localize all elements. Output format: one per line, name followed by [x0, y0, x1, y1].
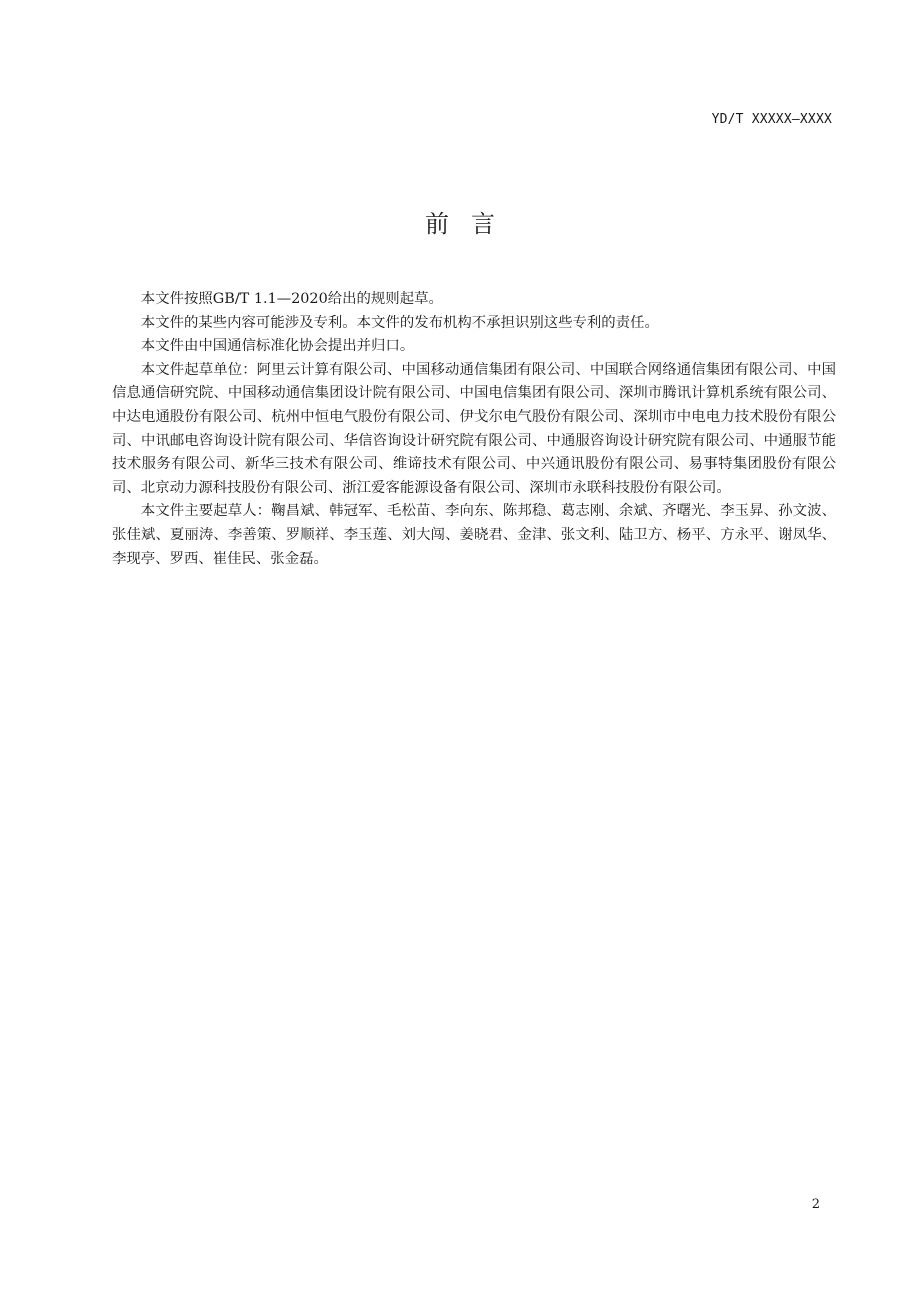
- paragraph-drafting-rules: 本文件按照GB/T 1.1—2020给出的规则起草。: [140, 291, 443, 307]
- document-code: YD/T XXXXX—XXXX: [711, 112, 832, 127]
- paragraph-main-drafters: 本文件主要起草人：鞠昌斌、韩冠军、毛松苗、李向东、陈邦稳、葛志刚、余斌、齐曙光、李玉昇、孙文波、张佳斌、夏丽涛、李善策、罗顺祥、李玉莲、刘大闯、姜晓君、金津、张文利、陆卫方、杨平、方永平、谢凤华、李现亭、罗西、崔佳民、张金磊。: [112, 503, 836, 567]
- page-number: 2: [811, 1197, 820, 1212]
- paragraph-proposer: 本文件由中国通信标准化协会提出并归口。: [140, 338, 415, 355]
- paragraph-patent-notice: 本文件的某些内容可能涉及专利。本文件的发布机构不承担识别这些专利的责任。: [140, 314, 659, 331]
- paragraph-drafting-units: 本文件起草单位：阿里云计算有限公司、中国移动通信集团有限公司、中国联合网络通信集团有限公司、中国信息通信研究院、中国移动通信集团设计院有限公司、中国电信集团有限公司、深圳市腾讯计算机系统有限公司、中达电通股份有限公司、杭州中恒电气股份有限公司、伊戈尔电气股份有限公司、深圳市中电电力技术股份有限公司、中讯邮电咨询设计院有限公司、华信咨询设计研究院有限公司、中通服咨询设计研究院有限公司、中通服节能技术服务有限公司、新华三技术有限公司、维谛技术有限公司、中兴通讯股份有限公司、易事特集团股份有限公司、北京动力源科技股份有限公司、浙江爱客能源设备有限公司、深圳市永联科技股份有限公司。: [112, 361, 836, 496]
- page-title: 前言: [425, 210, 517, 238]
- foreword-body: [112, 288, 836, 571]
